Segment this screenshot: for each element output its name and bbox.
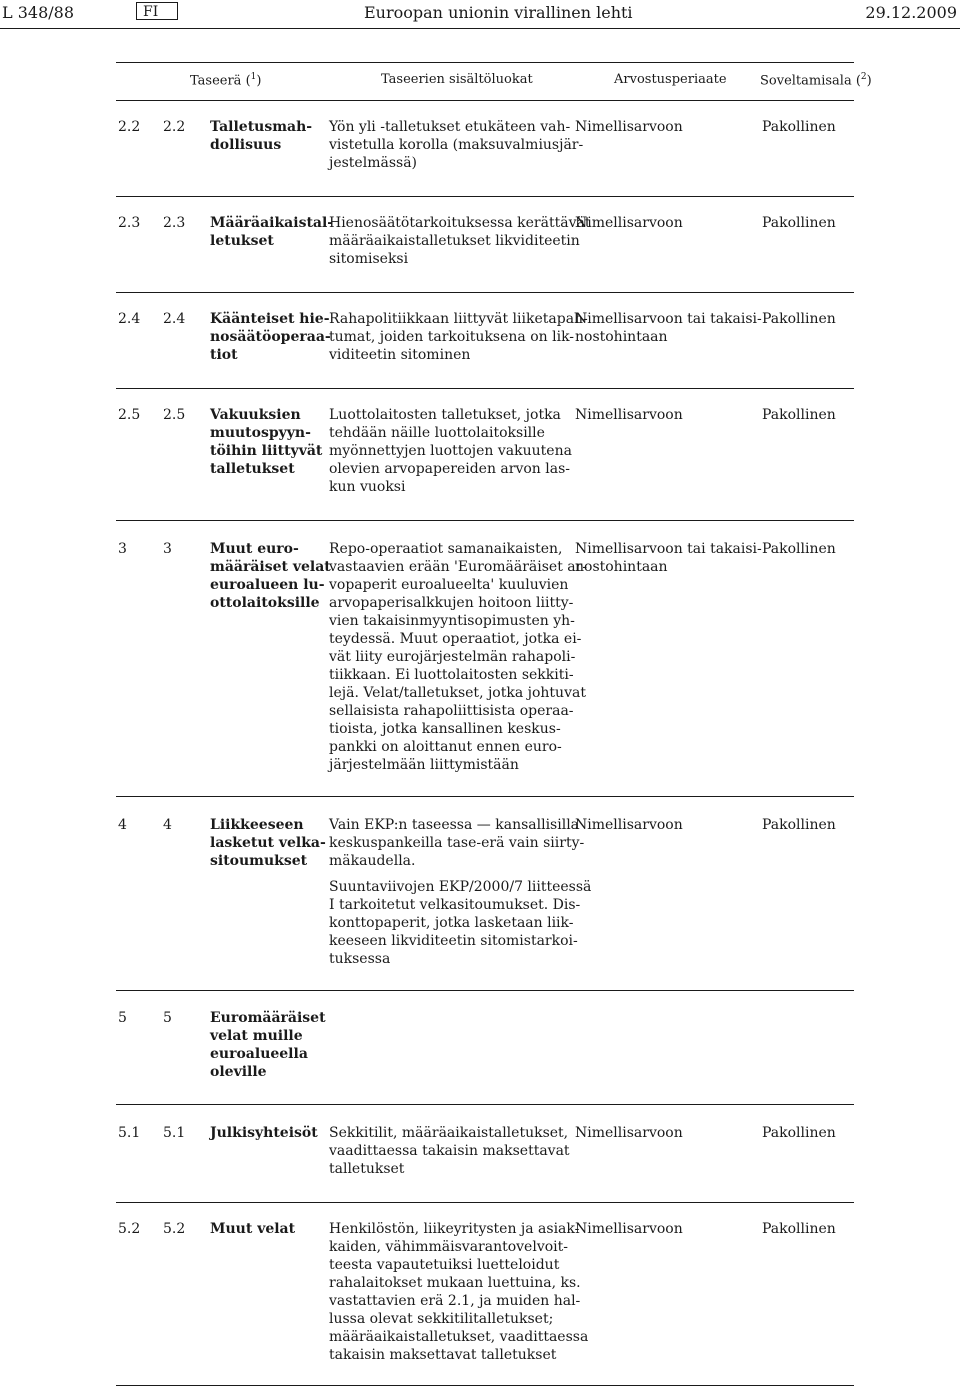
description-paragraph	[329, 118, 584, 172]
item-code: 5.1	[118, 1125, 141, 1141]
description-line: viditeetin sitominen	[329, 347, 471, 363]
item-subcode: 5.2	[163, 1221, 186, 1237]
valuation-line: Nimellisarvoon tai takaisi-	[575, 541, 762, 557]
item-name	[210, 1220, 318, 1238]
row-separator	[116, 520, 854, 521]
description-line: määräaikaistalletukset likviditeetin	[329, 233, 580, 249]
valuation-principle	[575, 1220, 747, 1238]
valuation-line: nostohintaan	[575, 329, 668, 345]
applicability: Pakollinen	[762, 1221, 836, 1237]
item-name-line: tiot	[210, 347, 238, 363]
description-line: vastaavien erään 'Euromääräiset ar-	[329, 559, 588, 575]
item-code: 2.5	[118, 407, 141, 423]
item-code: 5.2	[118, 1221, 141, 1237]
item-code: 2.4	[118, 311, 141, 327]
valuation-principle	[575, 816, 747, 834]
description-line: tuksessa	[329, 951, 391, 967]
item-subcode: 2.3	[163, 215, 186, 231]
item-name	[210, 310, 331, 364]
item-description	[329, 118, 584, 180]
item-name-line: Talletusmah-	[210, 119, 313, 135]
valuation-principle	[575, 1124, 747, 1142]
description-line: lejä. Velat/talletukset, jotka johtuvat	[329, 685, 586, 701]
description-paragraph	[329, 1220, 589, 1364]
item-description	[329, 1220, 589, 1372]
applicability: Pakollinen	[762, 311, 836, 327]
item-name	[210, 816, 326, 870]
description-line: Suuntaviivojen EKP/2000/7 liitteessä	[329, 879, 592, 895]
item-name-line: Julkisyhteisöt	[210, 1125, 318, 1141]
item-name-line: Käänteiset hie-	[210, 311, 330, 327]
description-line: jestelmässä)	[329, 155, 417, 171]
description-line: talletukset	[329, 1161, 405, 1177]
item-name-line: lasketut velka-	[210, 835, 326, 851]
item-code: 3	[118, 541, 127, 557]
valuation-line: Nimellisarvoon	[575, 119, 683, 135]
description-line: teydessä. Muut operaatiot, jotka ei-	[329, 631, 582, 647]
description-line: kun vuoksi	[329, 479, 406, 495]
item-subcode: 3	[163, 541, 172, 557]
item-name-line: ottolaitoksille	[210, 595, 320, 611]
description-line: I tarkoitetut velkasitoumukset. Dis-	[329, 897, 581, 913]
description-line: arvopaperisalkkujen hoitoon liitty-	[329, 595, 574, 611]
description-line: sitomiseksi	[329, 251, 409, 267]
header-rule	[0, 28, 960, 29]
item-code: 2.2	[118, 119, 141, 135]
description-line: olevien arvopapereiden arvon las-	[329, 461, 571, 477]
item-subcode: 2.4	[163, 311, 186, 327]
item-name-line: Vakuuksien	[210, 407, 301, 423]
header-contents: Taseerien sisältöluokat	[381, 72, 533, 87]
description-line: järjestelmään liittymistään	[329, 757, 519, 773]
valuation-principle	[575, 540, 762, 576]
item-name	[210, 1124, 318, 1142]
item-name-line: sitoumukset	[210, 853, 308, 869]
description-line: Sekkitilit, määräaikaistalletukset,	[329, 1125, 569, 1141]
item-name-line: Euromääräiset	[210, 1010, 326, 1026]
valuation-principle	[575, 310, 762, 346]
applicability: Pakollinen	[762, 215, 836, 231]
description-line: pankki on aloittanut ennen euro-	[329, 739, 562, 755]
item-name-line: nosäätöoperaa-	[210, 329, 331, 345]
item-name-line: muutospyyn-	[210, 425, 311, 441]
valuation-principle	[575, 214, 747, 232]
header-item: Taseerä ($^1$)	[190, 72, 262, 89]
row-separator	[116, 1104, 854, 1105]
item-name-line: oleville	[210, 1064, 267, 1080]
journal-title: Euroopan unionin virallinen lehti	[364, 3, 633, 22]
item-name	[210, 214, 334, 250]
description-line: määräaikaistalletukset, vaadittaessa	[329, 1329, 589, 1345]
language-code-box: FI	[136, 2, 178, 20]
item-name-line: letukset	[210, 233, 274, 249]
description-line: Vain EKP:n taseessa — kansallisilla	[329, 817, 580, 833]
row-separator	[116, 388, 854, 389]
description-line: Luottolaitosten talletukset, jotka	[329, 407, 561, 423]
description-line: vistetulla korolla (maksuvalmiusjär-	[329, 137, 584, 153]
description-line: myönnettyjen luottojen vakuutena	[329, 443, 572, 459]
item-name-line: Liikkeeseen	[210, 817, 304, 833]
item-subcode: 5	[163, 1010, 172, 1026]
item-code: 2.3	[118, 215, 141, 231]
item-description	[329, 816, 592, 976]
description-line: keskuspankeilla tase-erä vain siirty-	[329, 835, 585, 851]
valuation-line: Nimellisarvoon	[575, 407, 683, 423]
publication-date: 29.12.2009	[865, 3, 957, 22]
description-line: lussa olevat sekkitilitalletukset;	[329, 1311, 554, 1327]
description-line: rahalaitokset mukaan luettuina, ks.	[329, 1275, 581, 1291]
header-applicability: Soveltamisala ($^2$)	[760, 72, 872, 89]
applicability: Pakollinen	[762, 541, 836, 557]
item-name	[210, 406, 323, 478]
row-separator	[116, 292, 854, 293]
item-name-line: dollisuus	[210, 137, 282, 153]
item-description	[329, 310, 588, 372]
applicability: Pakollinen	[762, 407, 836, 423]
item-name	[210, 540, 331, 612]
description-paragraph	[329, 1124, 570, 1178]
description-line: konttopaperit, jotka lasketaan liik-	[329, 915, 574, 931]
item-description	[329, 540, 588, 782]
description-line: sellaisista rahapoliittisista operaa-	[329, 703, 574, 719]
item-name-line: määräiset velat	[210, 559, 331, 575]
valuation-line: Nimellisarvoon tai takaisi-	[575, 311, 762, 327]
description-line: Hienosäätötarkoituksessa kerättävät	[329, 215, 591, 231]
table-column-headers	[0, 62, 960, 100]
row-separator	[116, 796, 854, 797]
item-subcode: 5.1	[163, 1125, 186, 1141]
item-name-line: velat muille	[210, 1028, 303, 1044]
description-line: vaadittaessa takaisin maksettavat	[329, 1143, 570, 1159]
applicability: Pakollinen	[762, 817, 836, 833]
valuation-line: Nimellisarvoon	[575, 215, 683, 231]
item-description	[329, 406, 572, 504]
item-description	[329, 214, 591, 276]
item-subcode: 2.2	[163, 119, 186, 135]
item-code: 5	[118, 1010, 127, 1026]
description-line: Henkilöstön, liikeyritysten ja asiak-	[329, 1221, 580, 1237]
valuation-line: Nimellisarvoon	[575, 1221, 683, 1237]
item-subcode: 4	[163, 817, 172, 833]
row-separator	[116, 1202, 854, 1203]
item-name-line: töihin liittyvät	[210, 443, 323, 459]
description-line: teesta vapautetuiksi luetteloidut	[329, 1257, 560, 1273]
page-header	[0, 0, 960, 26]
row-separator	[116, 990, 854, 991]
item-name	[210, 1009, 326, 1081]
description-line: tumat, joiden tarkoituksena on lik-	[329, 329, 575, 345]
item-description	[329, 1124, 570, 1186]
description-line: tehdään näille luottolaitoksille	[329, 425, 545, 441]
description-paragraph	[329, 214, 591, 268]
item-name-line: euroalueen lu-	[210, 577, 325, 593]
description-line: Yön yli -talletukset etukäteen vah-	[329, 119, 571, 135]
description-line: vopaperit euroalueelta' kuuluvien	[329, 577, 569, 593]
header-bottom-rule	[116, 100, 854, 101]
valuation-line: nostohintaan	[575, 559, 668, 575]
description-line: kaiden, vähimmäisvarantovelvoit-	[329, 1239, 568, 1255]
description-paragraph	[329, 406, 572, 496]
description-line: Rahapolitiikkaan liittyvät liiketapah-	[329, 311, 588, 327]
applicability: Pakollinen	[762, 119, 836, 135]
item-name-line: Muut euro-	[210, 541, 299, 557]
item-code: 4	[118, 817, 127, 833]
item-name	[210, 118, 318, 154]
description-line: tiikkaan. Ei luottolaitosten sekkiti-	[329, 667, 574, 683]
valuation-line: Nimellisarvoon	[575, 1125, 683, 1141]
description-paragraph	[329, 310, 588, 364]
description-paragraph	[329, 878, 592, 968]
valuation-principle	[575, 118, 747, 136]
description-line: vien takaisinmyyntisopimusten yh-	[329, 613, 575, 629]
description-paragraph	[329, 816, 585, 870]
description-line: tioista, jotka kansallinen keskus-	[329, 721, 561, 737]
applicability: Pakollinen	[762, 1125, 836, 1141]
item-subcode: 2.5	[163, 407, 186, 423]
valuation-principle	[575, 406, 747, 424]
description-line: Repo-operaatiot samanaikaisten,	[329, 541, 563, 557]
header-valuation: Arvostusperiaate	[614, 72, 727, 87]
page-reference: L 348/88	[2, 3, 74, 22]
item-name-line: Muut velat	[210, 1221, 296, 1237]
item-name-line: talletukset	[210, 461, 295, 477]
description-line: vät liity eurojärjestelmän rahapoli-	[329, 649, 576, 665]
description-line: mäkaudella.	[329, 853, 416, 869]
valuation-line: Nimellisarvoon	[575, 817, 683, 833]
description-line: takaisin maksettavat talletukset	[329, 1347, 557, 1363]
description-paragraph	[329, 540, 588, 774]
item-name-line: euroalueella	[210, 1046, 308, 1062]
description-line: vastattavien erä 2.1, ja muiden hal-	[329, 1293, 581, 1309]
item-name-line: Määräaikaistal-	[210, 215, 334, 231]
description-line: keeseen likviditeetin sitomistarkoi-	[329, 933, 578, 949]
row-separator	[116, 196, 854, 197]
